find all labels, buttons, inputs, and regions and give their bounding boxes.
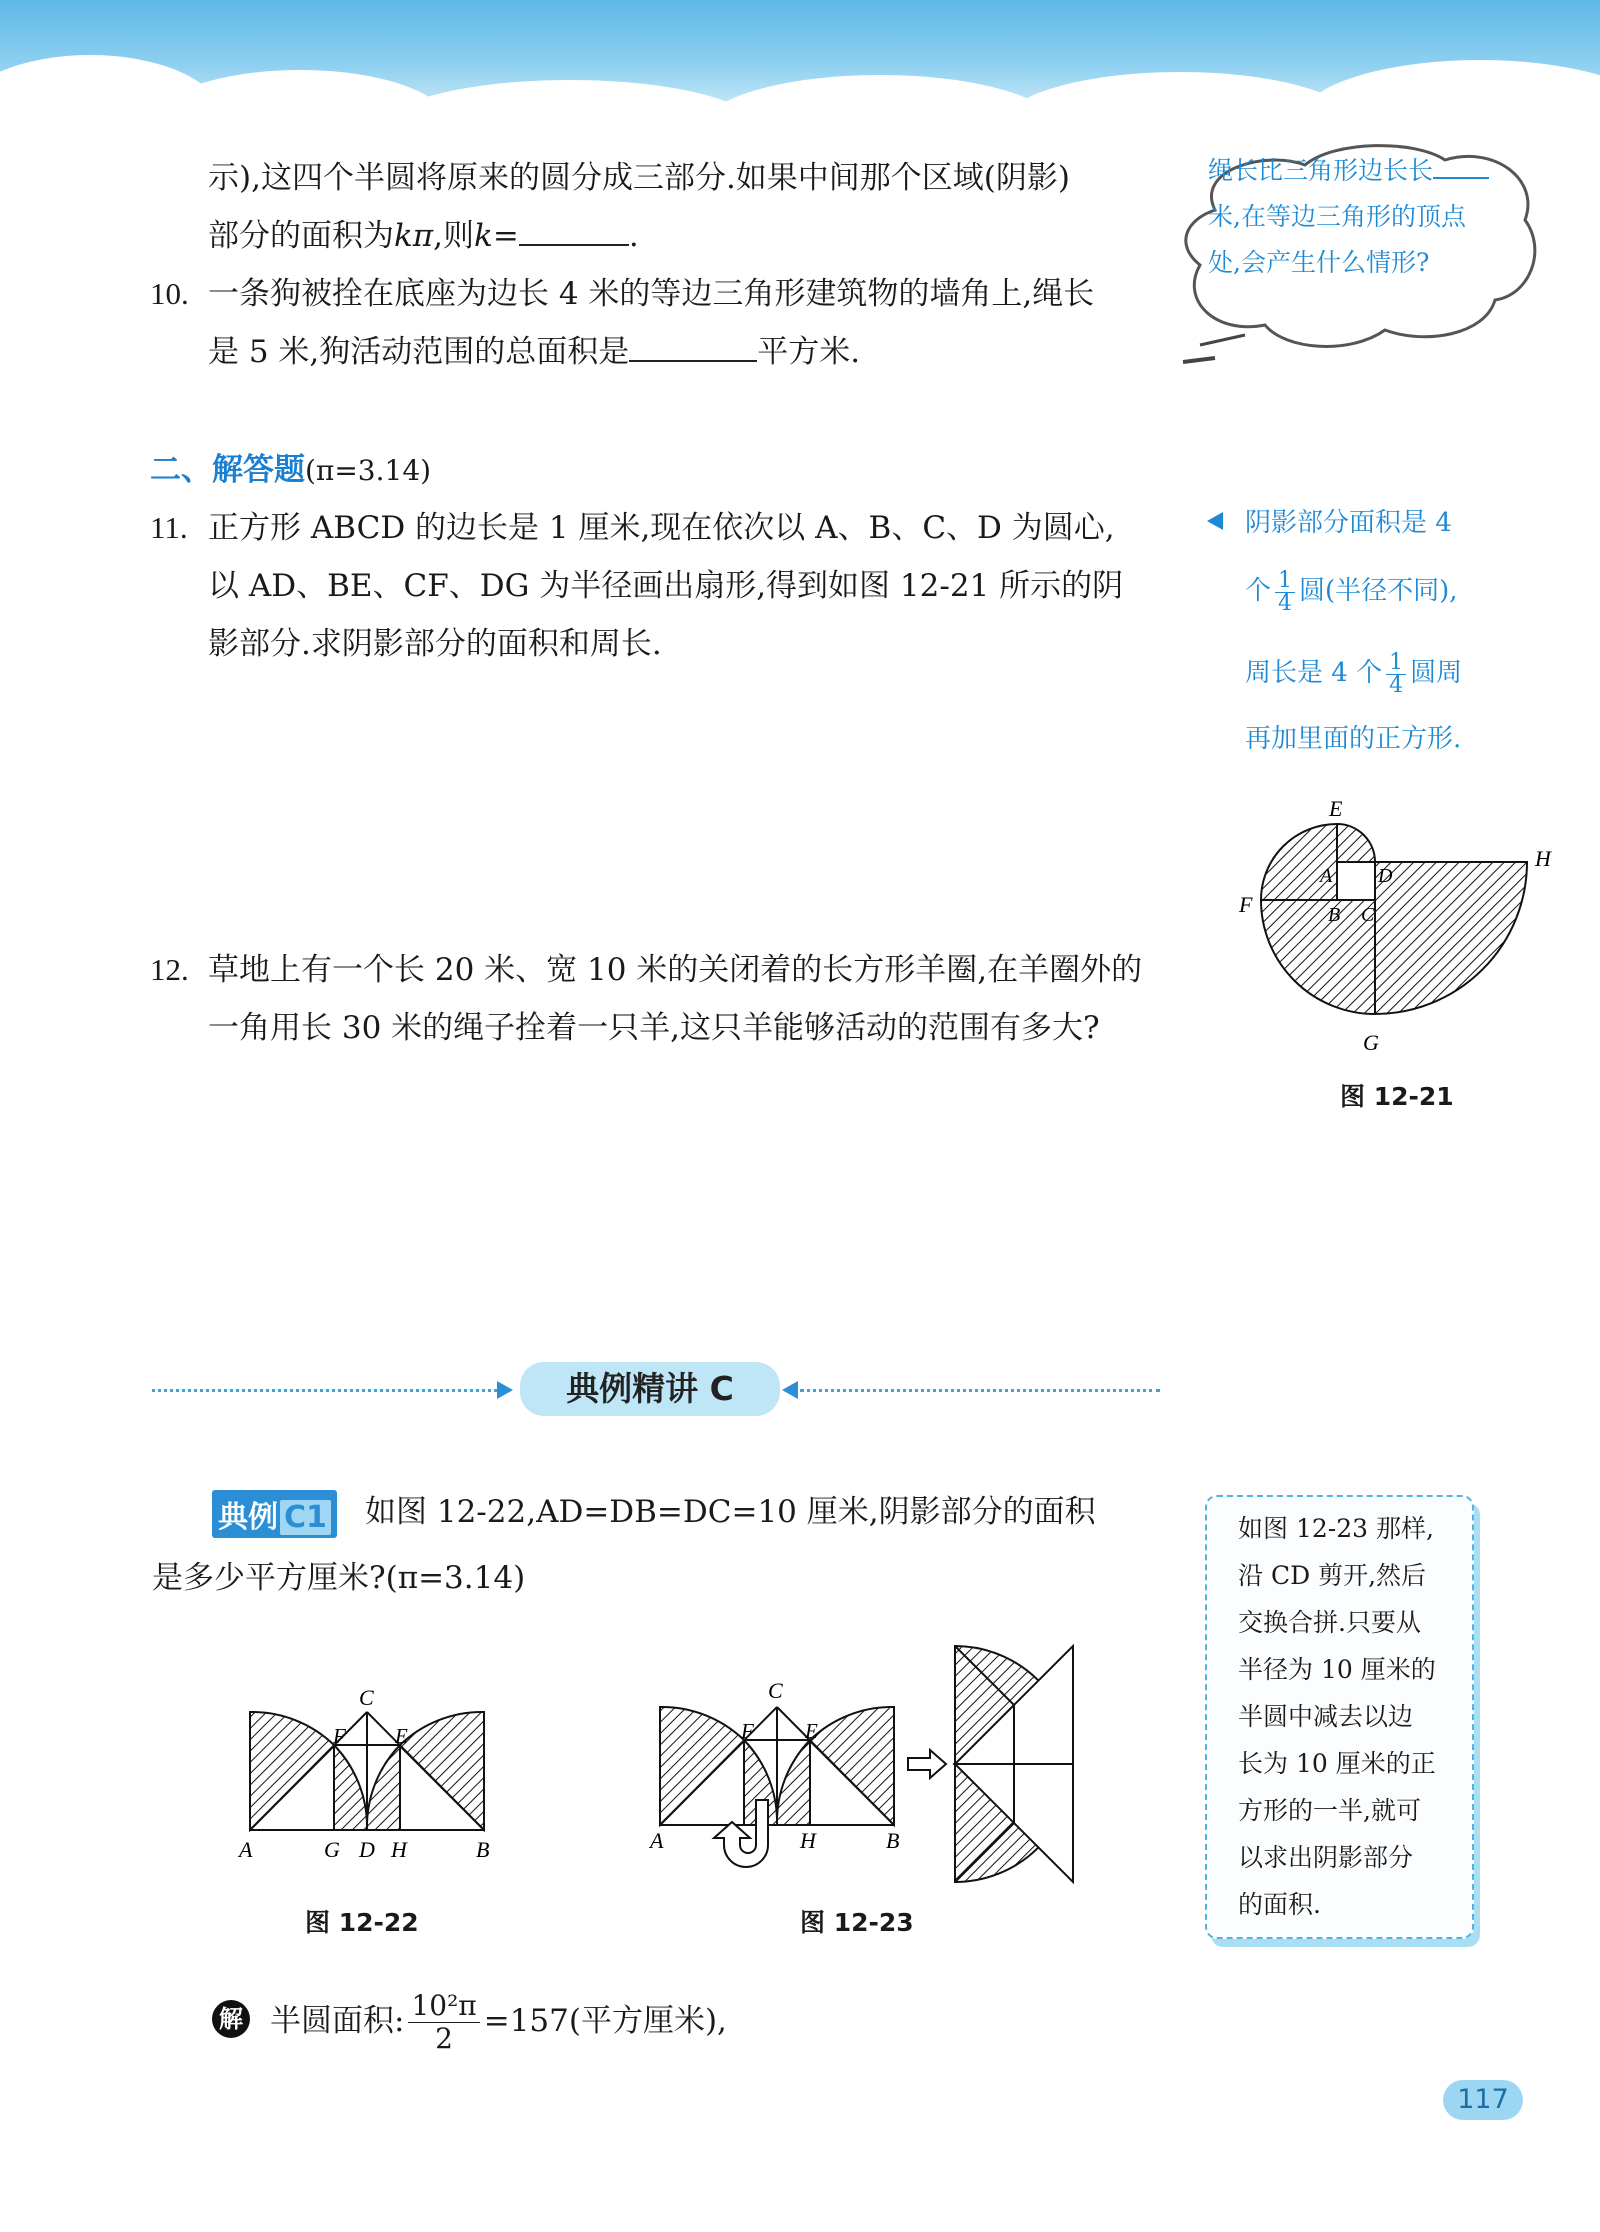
example-c1-tag [212, 1490, 337, 1538]
section2-pi-note: (π=3.14) [305, 454, 432, 487]
solution-mark-icon: 解 [212, 2000, 250, 2038]
q10-number: 10. [150, 276, 189, 311]
hint11-text: 圆(半径不同), [1299, 576, 1458, 606]
fig21-sector-b [1261, 824, 1337, 900]
q10-answer-blank[interactable] [629, 334, 757, 362]
q10-line2 [208, 322, 860, 382]
fig22-shaded-right [400, 1712, 484, 1830]
fig21-square [1337, 862, 1375, 900]
transform-arrow-icon [908, 1750, 946, 1778]
fig21-label: G [1363, 1030, 1379, 1055]
fig21-label: D [1378, 865, 1393, 887]
frac-numerator: 10²π [408, 1990, 479, 2023]
fig23-shaded-left [660, 1707, 744, 1825]
page-number: 117 [1443, 2080, 1523, 2120]
frac-denominator: 4 [1389, 672, 1404, 698]
q9-text: . [628, 218, 639, 254]
fraction-one-quarter [1386, 649, 1406, 698]
fig21-sector-c [1261, 900, 1375, 1014]
q9-line2 [208, 206, 639, 266]
fig21-sector-d [1375, 862, 1527, 1014]
fig21-label: E [1329, 796, 1343, 821]
q11-line2: 以 AD、BE、CF、DG 为半径画出扇形,得到如图 12-21 所示的阴 [208, 568, 1124, 604]
example-c1-line1: 如图 12-22,AD=DB=DC=10 厘米,阴影部分的面积 [365, 1494, 1096, 1530]
q9-text: = [492, 218, 519, 254]
tip-c1-text [1238, 1505, 1436, 1928]
fig22-shaded-mid-left [334, 1745, 367, 1830]
banner-arrow-left-icon [782, 1381, 798, 1399]
banner-dotted-line-left [152, 1389, 497, 1392]
fig23-label: E [805, 1719, 818, 1743]
fraction-one-quarter [1275, 567, 1295, 616]
tip-c1-line: 以求出阴影部分 [1238, 1843, 1414, 1872]
fig22-shaded-mid-right [367, 1745, 400, 1830]
frac-numerator: 1 [1275, 570, 1295, 593]
fig22-label: H [391, 1837, 407, 1862]
fig22-label: A [239, 1837, 253, 1862]
hint11-text: 圆周 [1410, 658, 1463, 688]
fig22-label: D [359, 1837, 375, 1862]
q9-variable: k [474, 218, 493, 254]
q10-text: 平方米. [757, 334, 861, 370]
section2-title: 二、解答题 [150, 452, 305, 488]
fig23-label: H [800, 1828, 816, 1853]
hint11-text: 个 [1245, 576, 1272, 606]
banner-title: 典例精讲 C [520, 1362, 780, 1416]
q11-line3: 影部分.求阴影部分的面积和周长. [208, 626, 662, 662]
figure-12-22-caption: 图 12-22 [305, 1908, 419, 1937]
q9-line1: 示),这四个半圆将原来的圆分成三部分.如果中间那个区域(阴影) [208, 160, 1070, 196]
fig22-label: C [359, 1685, 374, 1710]
hint-arrow-icon [1207, 512, 1223, 530]
hint11-line3 [1245, 642, 1462, 704]
example-c1-line2: 是多少平方厘米?(π=3.14) [152, 1560, 526, 1596]
fig22-label: B [476, 1837, 490, 1862]
figure-12-23 [640, 1640, 1080, 1900]
q9-text: 部分的面积为 [208, 218, 394, 254]
fig22-label: E [395, 1724, 408, 1748]
q9-variable: kπ [394, 218, 434, 254]
fig21-label: F [1239, 892, 1253, 917]
cloud-hint-line1 [1208, 148, 1489, 194]
fig21-sector-a [1337, 824, 1375, 862]
hint11-line2 [1245, 560, 1458, 622]
swap-arrow-icon [714, 1800, 768, 1867]
figure-12-22 [235, 1675, 510, 1875]
hint11-line1: 阴影部分面积是 4 [1245, 508, 1452, 538]
q9-text: ,则 [433, 218, 475, 254]
tip-c1-line: 半圆中减去以边 [1238, 1702, 1414, 1731]
hint11-line4: 再加里面的正方形. [1245, 724, 1462, 754]
q9-answer-blank[interactable] [519, 218, 629, 246]
fig23-label: C [768, 1678, 783, 1703]
fig21-label: A [1320, 865, 1333, 887]
cloud-hint-text [1208, 148, 1489, 286]
q12-number: 12. [150, 952, 189, 987]
fig22-label: F [333, 1724, 346, 1748]
fig23-label: A [650, 1828, 664, 1853]
tip-c1-line: 长为 10 厘米的正 [1238, 1749, 1436, 1778]
fig23-shaded-mid2 [777, 1740, 810, 1825]
fig22-shaded-left [250, 1712, 334, 1830]
q10-line1: 一条狗被拴在底座为边长 4 米的等边三角形建筑物的墙角上,绳长 [208, 276, 1095, 312]
hint11-text: 周长是 4 个 [1245, 658, 1383, 688]
section2-heading [150, 440, 431, 501]
figure-12-21 [1225, 790, 1565, 1070]
tip-c1-line: 半径为 10 厘米的 [1238, 1655, 1436, 1684]
q11-number: 11. [150, 510, 188, 545]
frac-denominator: 2 [435, 2022, 453, 2055]
tip-c1-line: 沿 CD 剪开,然后 [1238, 1561, 1427, 1590]
frac-denominator: 4 [1278, 590, 1293, 616]
q11-line1: 正方形 ABCD 的边长是 1 厘米,现在依次以 A、B、C、D 为圆心, [208, 510, 1115, 546]
fig21-label: C [1361, 904, 1375, 926]
tip-c1-line: 方形的一半,就可 [1238, 1796, 1421, 1825]
cloud-hint-blank [1433, 157, 1489, 179]
example-tag-id: C1 [280, 1500, 331, 1535]
tip-c1-line: 的面积. [1238, 1890, 1321, 1919]
tip-c1-line: 交换合拼.只要从 [1238, 1608, 1421, 1637]
q12-line1: 草地上有一个长 20 米、宽 10 米的关闭着的长方形羊圈,在羊圈外的 [208, 952, 1143, 988]
solution-label: 半圆面积: [270, 2003, 405, 2039]
fig23-label: F [741, 1719, 754, 1743]
q10-text: 是 5 米,狗活动范围的总面积是 [208, 334, 630, 370]
banner-dotted-line-right [800, 1389, 1160, 1392]
figure-12-21-caption: 图 12-21 [1340, 1082, 1454, 1111]
tip-c1-line: 如图 12-23 那样, [1238, 1514, 1434, 1543]
figure-12-23-caption: 图 12-23 [800, 1908, 914, 1937]
q12-line2: 一角用长 30 米的绳子拴着一只羊,这只羊能够活动的范围有多大? [208, 1010, 1100, 1046]
solution-line [270, 1990, 727, 2055]
frac-numerator: 1 [1386, 652, 1406, 675]
example-tag-text: 典例 [218, 1500, 278, 1535]
fig22-label: G [324, 1837, 340, 1862]
cloud-hint-text-span: 绳长比三角形边长长 [1208, 156, 1434, 185]
solution-fraction [408, 1990, 479, 2055]
fig21-label: H [1535, 846, 1551, 871]
fig21-label: B [1328, 904, 1341, 926]
cloud-hint-line2: 米,在等边三角形的顶点 [1208, 202, 1466, 231]
banner-arrow-right-icon [497, 1381, 513, 1399]
solution-result: =157(平方厘米), [483, 2003, 727, 2039]
fig23-label: B [886, 1828, 900, 1853]
fig23-shaded-right [810, 1707, 894, 1825]
cloud-hint-line3: 处,会产生什么情形? [1208, 248, 1430, 277]
